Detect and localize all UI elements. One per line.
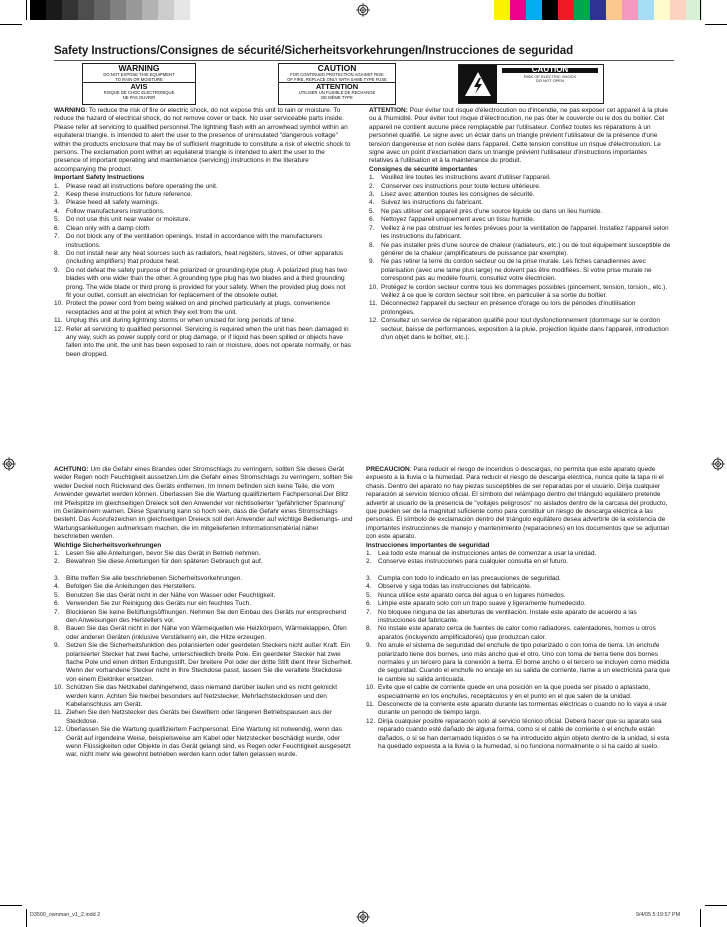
registration-mark-left-icon [2, 457, 16, 471]
list-item-number: 12. [366, 717, 376, 725]
list-item-text: Refer all servicing to qualified personnel. Servicing is required when the unit has been damaged in any way, such as power supply cord or plug damage, or if liquid has been spilled or objects have fallen into the unit, the unit has been exposed to rain or moisture, does not operate normally, or has been dropped. [66, 325, 351, 358]
list-item [369, 174, 671, 182]
color-swatch [142, 0, 158, 20]
list-item-text: Protégez le cordon secteur contre tous les dommages possibles (pincement, tension, torsion,, etc.). Veillez à ce que le cordon secteur soit libre, en particulier à sa sortie du boîtier. [381, 283, 668, 299]
list-item-number: 8. [54, 625, 60, 633]
spanish-intro-text: : Para reducir el riesgo de incendios o descargas, no permita que este aparato quede expuesto a la lluvia o la humedad. Para reducir el riesgo de descarga eléctrica, nunca quite la tapa ni el chasis. Dentro del aparato no hay piezas susceptibles de ser reparadas por el usuario. Dirija cualquier reparación al servicio técnico oficial. El símbolo del relámpago dentro del triángulo equilátero pretende advertir al usuario de la presencia de "voltajes peligrosos" no aislados dentro de la carcasa del producto, que pueden ser de la magnitud suficiente como para constituir un riesgo de descarga eléctrica a las personas. El símbolo de exclamación dentro del triángulo equilátero desea advertirle de la existencia de importantes instrucciones de manejo y mantenimiento (reparaciones) en los documentos que se adjuntan con este aparato. [366, 466, 670, 541]
list-item-number: 1. [366, 550, 372, 558]
list-item [369, 258, 671, 283]
list-item-text: Desconecte de la corriente este aparato durante las tormentas eléctricas o cuando no lo vaya a usar durante un periodo de tiempo largo. [378, 700, 668, 717]
list-item-text: Nettoyez l'appareil uniquement avec un tissu humide. [381, 216, 535, 224]
list-item [366, 625, 672, 642]
list-item [369, 317, 671, 342]
list-item [54, 592, 354, 600]
color-swatch [638, 0, 654, 20]
list-item [54, 199, 352, 207]
list-item-number: 6. [369, 216, 375, 224]
list-item-text: Unplug this unit during lightning storms or when unused for long periods of time. [66, 317, 296, 325]
list-item-text: Bauen Sie das Gerät nicht in der Nähe von Wärmequellen wie Heizkörpern, Wärmeklappen, Öfen oder anderen Geräten (inklusive Verstärkern) ein, die Hitze erzeugen. [66, 625, 347, 641]
list-item [369, 284, 671, 301]
list-item-text: Do not block any of the ventilation openings. Install in accordance with the manufacturers instructions. [66, 233, 323, 249]
warning-label-line: RISQUE DE CHOC ELECTRONIQUE [103, 90, 175, 96]
hazard-label-head: CAUTION [502, 68, 598, 73]
english-intro [54, 107, 352, 174]
color-swatch [542, 0, 558, 20]
list-item [366, 592, 672, 600]
color-swatch [126, 0, 142, 20]
list-item-text [378, 567, 672, 575]
color-swatch [494, 0, 510, 20]
list-item-number: 11. [54, 709, 63, 717]
list-item-text: Überlassen Sie die Wartung qualifiziertem Fachpersonal. Eine Wartung ist notwendig, wenn das Gerät auf irgendeine Weise, beispielsweise am Kabel oder Netzstecker beschädigt wurde, oder wenn Flüssigkeiten oder Objekte in das Gerät gelangt sind, es Regen oder Feuchtigkeit ausgesetzt war, nicht mehr wie gewohnt betrieben werden kann oder fallen gelassen wurde. [66, 726, 351, 759]
list-item [366, 701, 672, 718]
color-swatch [654, 0, 670, 20]
color-swatch [606, 0, 622, 20]
spanish-intro [366, 466, 672, 542]
german-intro [54, 466, 354, 542]
list-item [54, 216, 352, 224]
list-item [54, 726, 354, 760]
french-heading: Consignes de sécurité importantes [369, 165, 478, 173]
list-item-number: 12. [54, 325, 64, 333]
list-item-number: 10. [54, 684, 64, 692]
caution-label-line: OF FIRE, REPLACE ONLY WITH SAME TYPE FUSE [287, 76, 387, 82]
list-item-number: 8. [369, 241, 375, 249]
list-item-number: 2. [54, 558, 60, 566]
list-item [54, 233, 352, 250]
list-item-number: 10. [366, 684, 376, 692]
list-item-number: 11. [369, 300, 378, 308]
list-item [366, 567, 672, 575]
title-rule [54, 60, 674, 61]
list-item-text: Observe y siga todas las instrucciones del fabricante. [378, 583, 532, 591]
list-item [369, 199, 671, 207]
list-item [54, 225, 352, 233]
list-item-number: 12. [369, 317, 379, 325]
french-list [369, 174, 671, 342]
color-swatch [78, 0, 94, 20]
list-item-text: Schützen Sie das Netzkabel dahingehend, dass niemand darüber laufen und es nicht geknickt werden kann. Achten Sie hierbei besonders auf Netzstecker, Mehrfachsteckdosen und den Kabelanschluss am Gerät. [66, 684, 338, 708]
french-section [369, 107, 671, 342]
list-item-number: 4. [54, 583, 60, 591]
list-item-number: 2. [366, 558, 372, 566]
list-item-text: Do not defeat the safety purpose of the polarized or grounding-type plug. A polarized plug has two blades with one wider than the other. A grounding type plug has two blades and a third grounding prong. The wide blade or third prong is provided for your safety. When the provided plug does not fit your outlet, consult an electrician for replacement of the obsolete outlet. [66, 266, 348, 299]
list-item-text: Ne pas utiliser cet appareil près d'une source liquide ou dans un lieu humide. [381, 207, 603, 215]
color-swatch [30, 0, 46, 20]
list-item-number: 8. [366, 625, 372, 633]
french-lead: ATTENTION: [369, 107, 408, 114]
list-item-text: Please heed all safety warnings. [66, 199, 160, 207]
list-item [366, 642, 672, 684]
list-item [54, 300, 352, 317]
list-item-number: 4. [54, 207, 60, 215]
list-item-text: Lesen Sie alle Anleitungen, bevor Sie das Gerät in Betrieb nehmen. [66, 550, 261, 558]
english-intro-text: : To reduce the risk of fire or electric shock, do not expose this unit to rain or moisture. To reduce the hazard of electrical shock, do not remove cover or back. No user serviceable parts inside. Please refer all servicing to qualified personnel.The lightning flash with an arrowhead symbol within an equilateral triangle, is intended to alert the user to the presence of uninsulated "dangerous voltage" within the products enclosure that may be of sufficient magnitude to constitute a risk of electric shock to persons. The exclamation point within an equilateral triangle is intended to alert the user to the presence of important operating and maintenance (servicing) instructions in the literature accompanying the product. [54, 107, 351, 173]
list-item-text: Bitte treffen Sie alle beschriebenen Sicherheitsvorkehrungen. [66, 574, 243, 582]
caution-label [278, 63, 396, 105]
color-swatch [158, 0, 174, 20]
list-item-number [366, 567, 378, 575]
list-item-number: 9. [366, 642, 372, 650]
list-item [366, 558, 672, 566]
list-item [54, 567, 354, 575]
color-swatch [590, 0, 606, 20]
list-item-text: Limpie este aparato solo con un trapo suave y ligeramente humedecido. [378, 600, 586, 608]
list-item-number: 3. [54, 574, 60, 582]
list-item [366, 575, 672, 583]
registration-mark-bottom-icon [356, 910, 370, 924]
trim-mark [705, 905, 727, 906]
list-item [369, 300, 671, 317]
warning-label-head: AVIS [83, 82, 195, 91]
warning-label-head: WARNING [118, 63, 160, 73]
page-title: Safety Instructions/Consignes de sécurité/Sicherheitsvorkehrungen/Instrucciones de seguridad [54, 44, 574, 57]
list-item-text: No anule el sistema de seguridad del enchufe de tipo polarizado o con toma de tierra. Un enchufe polarizado tiene dos bornes, uno más ancho que el otro. Uno con toma de tierra tiene dos bornes normales y un tercero para la conexión a tierra. El borne ancho o el tercero se incluyen como medida de seguridad. Cuando el enchufe no encaje en su salida de corriente, llame a un electricista para que le cambie su salida anticuada. [378, 642, 670, 683]
list-item-text: Veuillez lire toutes les instructions avant d'utiliser l'appareil. [381, 174, 551, 182]
list-item [54, 684, 354, 709]
list-item-number: 7. [369, 224, 375, 232]
list-item-number: 5. [366, 591, 372, 599]
list-item-text: Ziehen Sie den Netzstecker des Geräts bei Gewittern oder längeren Betriebspausen aus der Steckdose. [66, 709, 332, 725]
list-item-text: Protect the power cord from being walked on and pinched particularly at plugs, convenience receptacles and at the point at which they exit from the unit. [66, 300, 331, 316]
list-item-number: 4. [369, 199, 375, 207]
list-item [54, 625, 354, 642]
list-item-text: Do not install near any heat sources such as radiators, heat registers, stoves, or other apparatus (including amplifiers) that produce heat. [66, 249, 344, 266]
caution-label-head: CAUTION [317, 63, 357, 73]
list-item-text: Evite que el cable de corriente quede en una posición en la que pueda ser pisado o aplastado, especialmente en los enchufes, receptáculos y en el punto en el que salen de la unidad. [378, 684, 651, 700]
list-item [366, 609, 672, 626]
list-item-text: Keep these instructions for future reference. [66, 191, 193, 199]
list-item-text: Blockieren Sie keine Belüftungsöffnungen. Nehmen Sie den Einbau des Geräts nur entsprechend den Anweisungen des Herstellers vor. [66, 608, 347, 624]
list-item-text: Nunca utilice este aparato cerca del agua o en lugares húmedos. [378, 591, 566, 599]
list-item-number: 8. [54, 249, 60, 257]
footer-filename: D3500_ownman_v1_2.indd 2 [30, 912, 101, 918]
trim-mark [26, 909, 27, 927]
german-section [54, 466, 354, 760]
list-item [54, 583, 354, 591]
spanish-list [366, 550, 672, 751]
list-item-text: Do not use this unit near water or moisture. [66, 216, 191, 224]
list-item [54, 191, 352, 199]
color-swatch [558, 0, 574, 20]
list-item-number: 1. [54, 550, 60, 558]
registration-mark-right-icon [711, 457, 725, 471]
list-item [54, 600, 354, 608]
list-item-text [66, 567, 354, 575]
list-item [54, 550, 354, 558]
lightning-triangle-icon [459, 65, 497, 103]
list-item-text: Lisez avec attention toutes les consignes de sécurité. [381, 191, 535, 199]
list-item-text: Cumpla con todo lo indicado en las precauciones de seguridad. [378, 574, 561, 582]
list-item-number: 5. [369, 207, 375, 215]
list-item-number: 3. [54, 199, 60, 207]
list-item-number: 7. [54, 233, 60, 241]
list-item [369, 183, 671, 191]
list-item-text: Benutzen Sie das Gerät nicht in der Nähe von Wasser oder Feuchtigkeit. [66, 591, 276, 599]
list-item [54, 250, 352, 267]
list-item [369, 225, 671, 242]
english-section [54, 107, 352, 359]
color-swatch [46, 0, 62, 20]
list-item [366, 550, 672, 558]
color-swatch [574, 0, 590, 20]
list-item [54, 709, 354, 726]
color-swatch [510, 0, 526, 20]
list-item-text: Lea todo este manual de instrucciones antes de comenzar a usar la unidad. [378, 550, 597, 558]
german-lead: ACHTUNG: [54, 466, 89, 473]
list-item-number: 3. [369, 191, 375, 199]
german-list [54, 550, 354, 760]
list-item-number: 7. [54, 608, 60, 616]
list-item-text: Dirija cualquier posible reparación solo al servicio técnico oficial. Deberá hacer que su aparato sea reparado cuando esté dañado de alguna forma, como si el cable de corriente o el enchufe están dañados, o si se han derramado líquidos o se ha introducido algún objeto dentro de la unidad, si esta ha quedado expuesta a la lluvia o la humedad, si no funciona normalmente o si ha caído al suelo. [378, 717, 670, 750]
trim-mark [700, 909, 701, 927]
list-item-text: Ne pas installer près d'une source de chaleur (radiateurs, etc.) ou de tout équipement susceptible de générer de la chaleur (amplificateurs de puissance par exemple). [381, 241, 671, 257]
warning-label-line: NE PAS OUVRIR [122, 94, 156, 100]
list-item-number: 5. [54, 591, 60, 599]
warning-label-line: TO RAIN OR MOISTURE [115, 76, 163, 82]
list-item-text: No bloquee ninguna de las aberturas de ventilación. Instale este aparato de acuerdo a las instrucciones del fabricante. [378, 608, 637, 624]
grayscale-color-bar [30, 0, 190, 20]
list-item [54, 558, 354, 566]
list-item-number: 1. [369, 174, 375, 182]
english-lead: WARNING [54, 107, 86, 114]
list-item-number: 9. [369, 258, 375, 266]
list-item-text: Verwenden Sie zur Reinigung des Geräts nur ein feuchtes Tuch. [66, 600, 251, 608]
hazard-label-line: DO NOT OPEN [536, 78, 564, 84]
trim-mark [0, 905, 22, 906]
color-swatch [62, 0, 78, 20]
list-item-number: 1. [54, 182, 60, 190]
list-item-number: 12. [54, 726, 64, 734]
list-item-number [54, 567, 66, 575]
list-item-number: 6. [54, 224, 60, 232]
list-item [369, 242, 671, 259]
color-swatch [526, 0, 542, 20]
trim-mark [26, 0, 27, 20]
list-item [366, 583, 672, 591]
list-item-text: Please read all instructions before operating the unit. [66, 182, 218, 190]
color-swatch [622, 0, 638, 20]
hazard-label-line: RISK OF ELECTRIC SHOCK [523, 73, 577, 79]
list-item-number: 10. [54, 300, 64, 308]
list-item [54, 609, 354, 626]
german-intro-text: Um die Gefahr eines Brandes oder Stromschlags zu verringern, sollten Sie dieses Gerät weder Regen noch Feuchtigkeit aussetzen.Um die Gefahr eines Stromschlags zu verringern, sollten Sie weder Deckel noch Rückwand des Geräts entfernen. Im Innern befinden sich keine Teile, die vom Anwender gewartet werden können. Überlassen Sie die Wartung qualifiziertem Fachpersonal.Der Blitz mit Pfeilspitze im gleichseitigen Dreieck soll den Anwender vor nichtisolierter "gefährlicher Spannung" im Geräteinnern warnen. Diese Spannung kann so hoch sein, dass die Gefahr eines Stromschlags besteht. Das Ausrufezeichen im gleichseitigen Dreieck soll den Anwender auf wichtige Bedienungs- und Wartungsanleitungen aufmerksam machen, die im mitgelieferten Informationsmaterial näher beschrieben werden. [54, 466, 353, 541]
warning-label [82, 63, 196, 105]
french-intro [369, 107, 671, 166]
list-item-number: 9. [54, 642, 60, 650]
list-item-number: 6. [54, 600, 60, 608]
list-item-number: 6. [366, 600, 372, 608]
list-item-text: Veillez à ne pas obstruer les fentes prévues pour la ventilation de l'appareil. Installez l'appareil selon les instructions du fabricant. [381, 224, 669, 241]
list-item [54, 575, 354, 583]
list-item-text: Conserve estas instrucciones para cualquier consulta en el futuro. [378, 558, 569, 566]
list-item-text: Follow manufacturers instructions. [66, 207, 165, 215]
list-item [366, 600, 672, 608]
spanish-lead: PRECAUCION [366, 466, 410, 473]
spanish-heading: Instrucciones importantes de seguridad [366, 541, 490, 549]
cmyk-color-bar [494, 0, 702, 20]
list-item [54, 642, 354, 684]
trim-mark [705, 24, 727, 25]
list-item-text: Befolgen Sie die Anleitungen des Herstellers. [66, 583, 197, 591]
list-item-number: 7. [366, 608, 372, 616]
caution-label-head: ATTENTION [279, 82, 395, 91]
trim-mark [0, 24, 22, 25]
list-item [54, 267, 352, 301]
list-item-number: 2. [54, 191, 60, 199]
list-item [366, 718, 672, 752]
hazard-caution-box [497, 65, 603, 103]
color-swatch [174, 0, 190, 20]
list-item-number: 9. [54, 266, 60, 274]
list-item [366, 684, 672, 701]
list-item-text: Déconnectez l'appareil du secteur en présence d'orage ou lors de périodes d'inutilisation prolongées. [381, 300, 636, 316]
list-item-number: 10. [369, 283, 379, 291]
german-heading: Wichtige Sicherheitsvorkehrungen [54, 541, 162, 549]
english-heading: Important Safety Instructions [54, 174, 145, 182]
trim-mark [700, 0, 701, 20]
registration-mark-top-icon [356, 3, 370, 17]
list-item [369, 191, 671, 199]
list-item-text: Bewahren Sie diese Anleitungen für den späteren Gebrauch gut auf. [66, 558, 263, 566]
list-item-text: Clean only with a damp cloth. [66, 224, 151, 232]
list-item-text: Conserver ces instructions pour toute lecture ultérieure. [381, 182, 541, 190]
list-item-number: 4. [366, 583, 372, 591]
list-item [54, 326, 352, 360]
list-item [369, 208, 671, 216]
list-item [54, 317, 352, 325]
list-item-text: Consultez un service de réparation qualifié pour tout dysfonctionnement (dommage sur le cordon secteur, baisse de performances, exposition à la pluie, projection liquide dans l'appareil, introduction d'un objet dans le boîtier, etc.). [381, 317, 669, 341]
list-item-text: Suivez les instructions du fabricant. [381, 199, 483, 207]
list-item-text: Ne pas retirer la terre du cordon secteur ou de la prise murale. Les fiches canadiennes avec polarisation (avec une lame plus large) ne doivent pas être modifiées. Si votre prise murale ne correspond pas au modèle fourni, consultez votre électricien. [381, 258, 652, 283]
caution-label-line: DE MÊME TYPE [321, 94, 353, 100]
color-swatch [110, 0, 126, 20]
list-item-text: No instale este aparato cerca de fuentes de calor como radiadores, calentadores, hornos u otros aparatos (incluyendo amplificadores) que produzcan calor. [378, 625, 656, 641]
list-item-text: Setzen Sie die Sicherheitsfunktion des polarisierten oder geerdeten Steckers nicht außer Kraft. Ein polarisierter Stecker hat zwei flache, unterschiedlich breite Pole. Ein geerdeter Stecker hat zwei flache Pole und einen dritten Erdungsstift. Der breitere Pol oder der dritte Stift dient Ihrer Sicherheit. Wenn der vorhandene Stecker nicht in Ihre Steckdose passt, lassen Sie die veraltete Steckdose von einem Elektriker ersetzen. [66, 642, 353, 683]
list-item-number: 11. [54, 317, 63, 325]
list-item-number: 2. [369, 182, 375, 190]
caution-label-line: UTILISER UN FUSIBLE DE RECHANGE [298, 90, 376, 96]
color-swatch [670, 0, 686, 20]
spanish-section [366, 466, 672, 751]
color-swatch [94, 0, 110, 20]
list-item [369, 216, 671, 224]
french-intro-text: Pour éviter tout risque d'électrocution ou d'incendie, ne pas exposer cet appareil à la pluie ou à l'humidité. Pour éviter tout risque d'électrocution, ne pas ôter le couvercle ou le dos du boitier. Cet appareil ne contient aucune pièce remplaçable par l'utilisateur. Confiez toutes les réparations à un personnel qualifié. Le signe avec un éclair dans un triangle prévient l'utilisateur de la présence d'une tension dangereuse et non isolée dans l'appareil. Cette tension constitue un risque d'électrocution. Le signe avec un point d'exclamation dans un triangle prévient l'utilisateur d'instructions importantes relatives à l'utilisation et à la maintenance du produit. [369, 107, 668, 165]
electric-shock-hazard-label [458, 64, 604, 104]
list-item [54, 208, 352, 216]
list-item [54, 183, 352, 191]
list-item-number: 11. [366, 700, 375, 708]
list-item-number: 5. [54, 216, 60, 224]
footer-timestamp: 9/4/05 5:19:57 PM [636, 912, 681, 918]
english-list [54, 183, 352, 360]
caution-label-line: FOR CONTINUED PROTECTION AGAINST RISK [290, 72, 384, 77]
list-item-number: 3. [366, 574, 372, 582]
warning-label-line: DO NOT EXPOSE THIS EQUIPMENT [103, 72, 175, 77]
